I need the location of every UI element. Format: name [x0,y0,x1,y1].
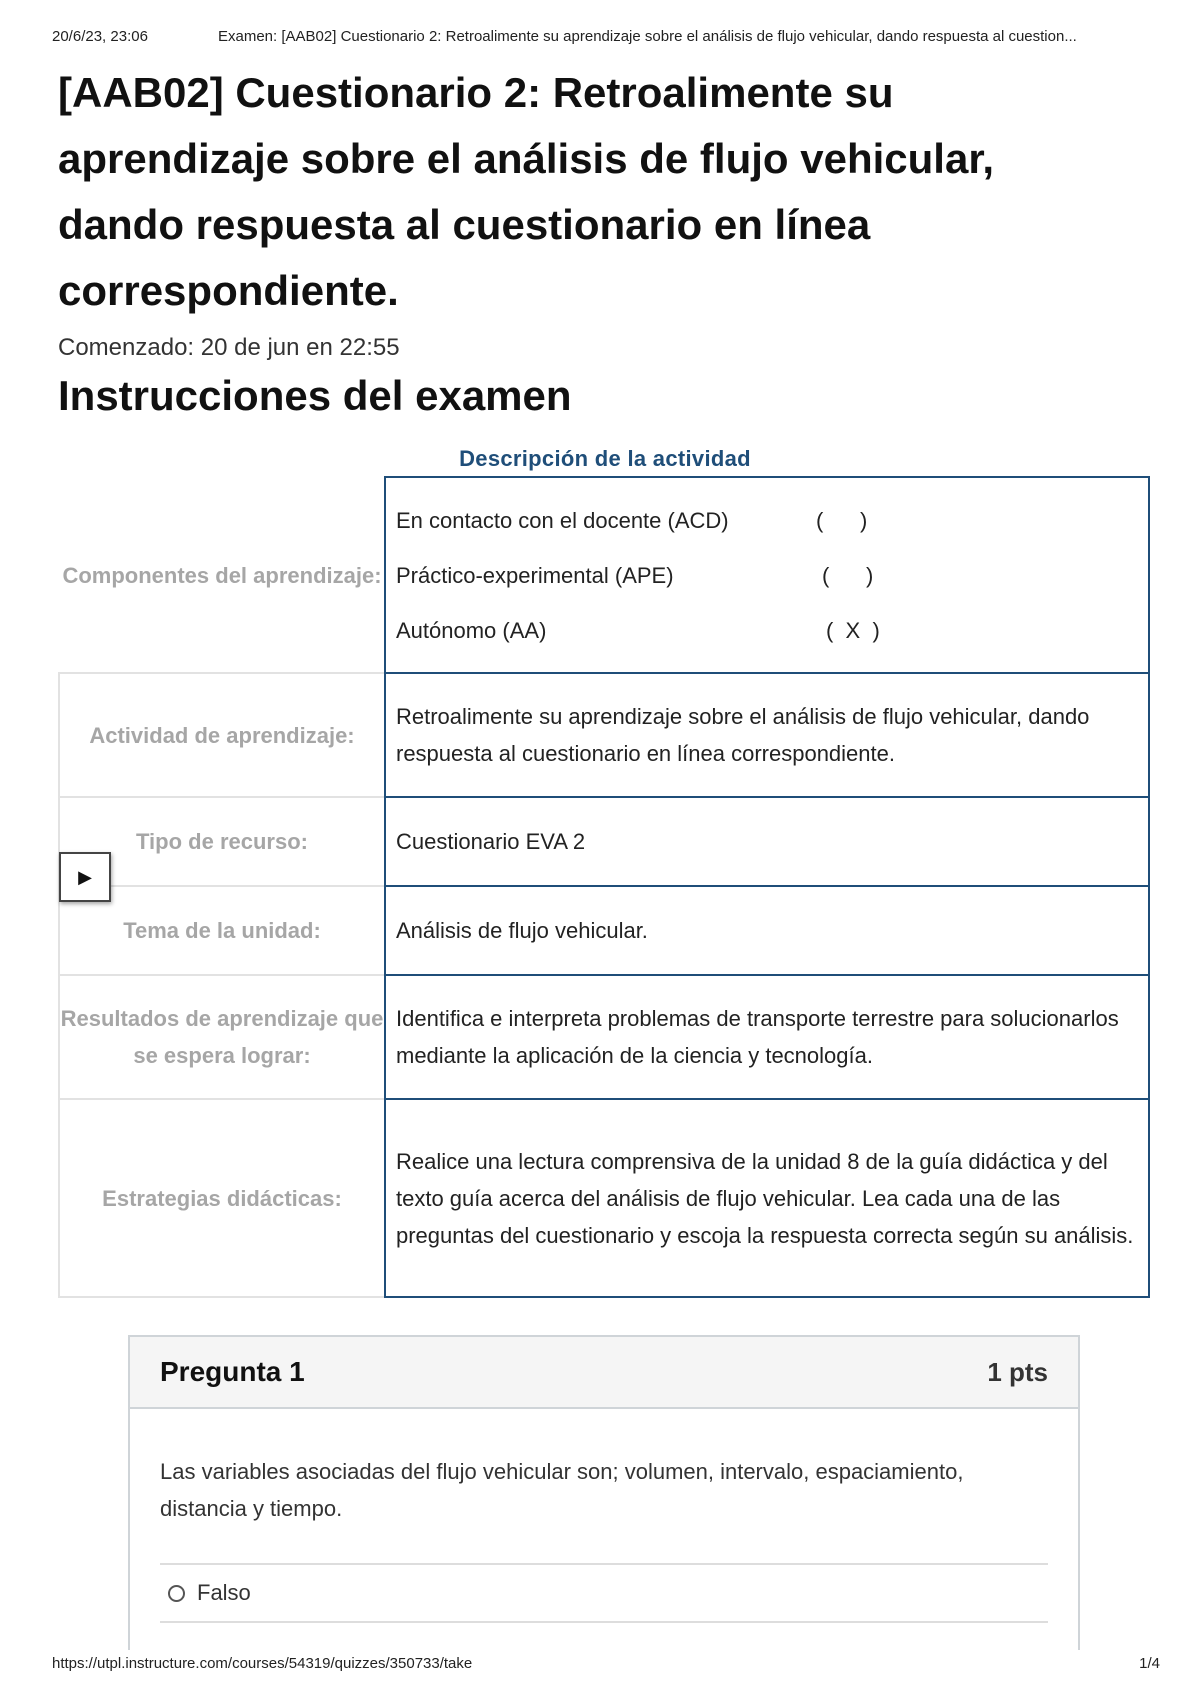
component-mark: ( ) [816,507,868,533]
play-icon: ▶ [78,866,92,887]
unit-topic-value: Análisis de flujo vehicular. [384,885,1150,976]
resource-type-value: Cuestionario EVA 2 [384,796,1150,887]
question-title: Pregunta 1 [160,1356,305,1387]
print-footer [52,1655,1160,1672]
learning-activity-value: Retroalimente su aprendizaje sobre el análisis de flujo vehicular, dando respuesta al cuestionario en línea correspondiente. [384,672,1150,798]
print-datetime: 20/6/23, 23:06 [52,28,148,45]
component-line [396,548,1138,603]
component-line [396,603,1138,658]
print-page-number: 1/4 [1139,1655,1160,1672]
table-row [58,798,1150,887]
component-line [396,493,1138,548]
component-name: En contacto con el docente (ACD) [396,507,729,533]
started-time: Comenzado: 20 de jun en 22:55 [58,334,400,361]
play-button[interactable] [59,852,111,902]
quiz-title: [AAB02] Cuestionario 2: Retroalimente su aprendizaje sobre el análisis de flujo vehicular, dando respuesta al cuestionario en línea correspondiente. [58,69,995,314]
resource-type-label: Tipo de recurso: [58,796,386,887]
table-row [58,674,1150,798]
learning-activity-label: Actividad de aprendizaje: [58,672,386,798]
activity-description-table [58,476,1150,1298]
learning-outcomes-label: Resultados de aprendizaje que se espera lograr: [58,974,386,1100]
question-points: 1 pts [987,1356,1048,1387]
teaching-strategies-label: Estrategias didácticas: [58,1098,386,1298]
component-name: Autónomo (AA) [396,617,547,643]
component-mark: ( X ) [826,617,880,643]
component-mark: ( ) [822,562,874,588]
table-row [58,476,1150,674]
question-body [130,1409,1078,1623]
radio-button[interactable] [168,1585,185,1602]
table-row [58,887,1150,976]
question-card [128,1335,1080,1650]
teaching-strategies-value: Realice una lectura comprensiva de la unidad 8 de la guía didáctica y del texto guía acerca del análisis de flujo vehicular. Lea cada una de las preguntas del cuestionario y escoja la respuesta correcta según su análisis. [384,1098,1150,1298]
print-header [52,28,1160,45]
components-value [384,476,1150,674]
description-caption: Descripción de la actividad [459,446,751,471]
table-row [58,1100,1150,1298]
components-label: Componentes del aprendizaje: [62,562,382,588]
print-page-title: Examen: [AAB02] Cuestionario 2: Retroalimente su aprendizaje sobre el análisis de flujo vehicular, dando respuesta al cuestion... [218,28,1077,45]
question-header [130,1337,1078,1409]
unit-topic-label: Tema de la unidad: [58,885,386,976]
print-url: https://utpl.instructure.com/courses/54319/quizzes/350733/take [52,1655,473,1672]
question-text: Las variables asociadas del flujo vehicular son; volumen, intervalo, espaciamiento, distancia y tiempo. [160,1459,964,1521]
answer-label: Falso [197,1580,251,1605]
component-name: Práctico-experimental (APE) [396,562,674,588]
instructions-heading: Instrucciones del examen [58,372,572,419]
table-row [58,976,1150,1100]
learning-outcomes-value: Identifica e interpreta problemas de transporte terrestre para solucionarlos mediante la aplicación de la ciencia y tecnología. [384,974,1150,1100]
answer-option-falso[interactable] [160,1565,1048,1623]
